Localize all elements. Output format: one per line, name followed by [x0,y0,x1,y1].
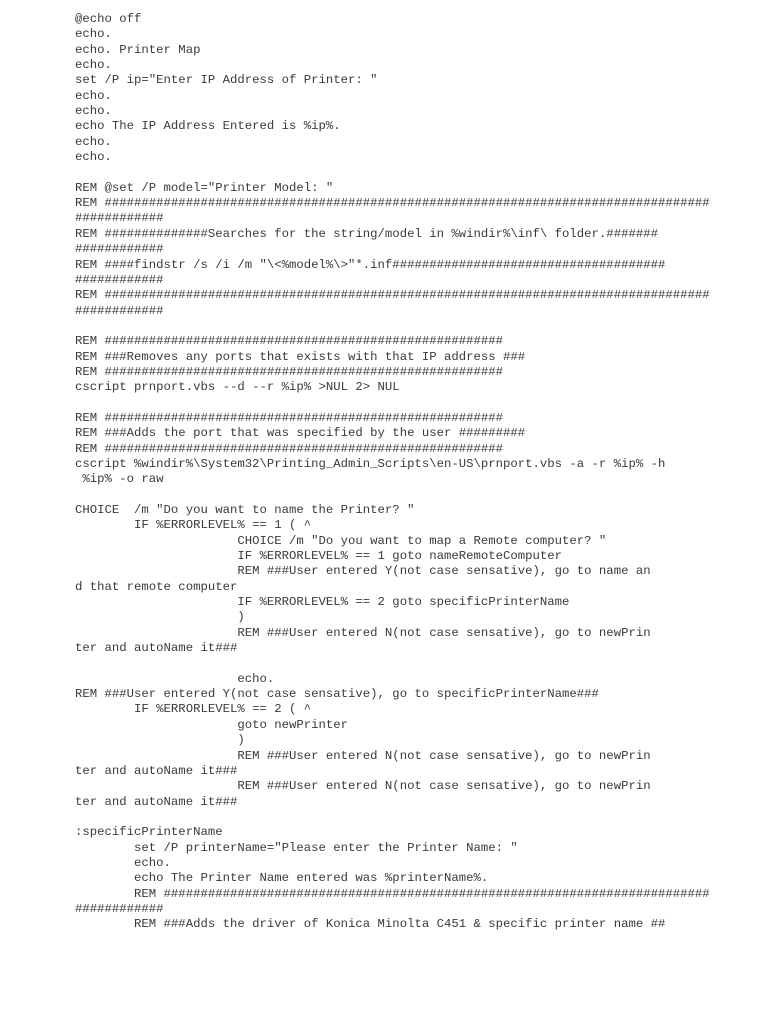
code-line: REM ###################################################### [75,441,504,456]
code-line: set /P printerName="Please enter the Printer Name: " [75,840,518,855]
code-line [75,165,675,180]
code-line: echo. [75,855,171,870]
code-line: CHOICE /m "Do you want to map a Remote computer? " [75,533,607,548]
code-line [75,319,675,334]
code-line: CHOICE /m "Do you want to name the Printer? " [75,503,415,517]
code-line: REM ###Removes any ports that exists with that IP address ### [75,349,526,364]
code-line: REM ###################################################### [75,334,504,349]
code-line: echo. [75,88,112,103]
code-line: REM ###User entered N(not case sensative), go to newPrin [75,779,651,794]
code-line: REM ###################################################### [75,410,504,425]
code-line: IF %ERRORLEVEL% == 1 goto nameRemoteComputer [75,549,563,564]
code-line: REM ###Adds the port that was specified by the user ######### [75,426,526,441]
code-line: @echo off [75,12,142,26]
code-line: ) [75,610,245,625]
code-line: REM ###User entered N(not case sensative), go to newPrin [75,625,651,640]
code-line: ############ [75,272,164,287]
code-line: ter and autoName it### [75,794,238,809]
code-line [75,810,675,825]
code-line: :specificPrinterName [75,825,223,840]
code-line: echo. [75,104,112,119]
code-line: ############ [75,211,164,226]
code-line [75,396,675,411]
code-line: REM @set /P model="Printer Model: " [75,180,334,195]
code-line: ############ [75,242,164,257]
code-line: d that remote computer [75,579,238,594]
code-line: REM ################################################################################## [75,288,710,303]
code-line: echo. Printer Map [75,42,201,57]
code-line: ter and autoName it### [75,763,238,778]
code-line: echo. [75,27,112,42]
code-line: REM ####findstr /s /i /m "\<%model%\>"*.inf##################################### [75,257,666,272]
code-line: ############ [75,303,164,318]
code-line: IF %ERRORLEVEL% == 2 goto specificPrinterName [75,595,570,610]
code-line: REM ###User entered N(not case sensative), go to newPrin [75,748,651,763]
code-line: REM ########################################################################## [75,886,710,901]
code-line: echo. [75,150,112,165]
code-line: REM ###################################################### [75,364,504,379]
code-line: cscript prnport.vbs --d --r %ip% >NUL 2> NUL [75,380,400,395]
code-line: echo. [75,134,112,149]
code-line: echo. [75,58,112,73]
code-line: %ip% -o raw [75,472,164,487]
script-listing [75,12,710,933]
code-line: IF %ERRORLEVEL% == 1 ( ^ [75,518,312,533]
code-line [75,488,675,503]
code-line: REM ###Adds the driver of Konica Minolta C451 & specific printer name ## [75,917,666,932]
code-line: IF %ERRORLEVEL% == 2 ( ^ [75,702,312,717]
code-line: REM ##############Searches for the string/model in %windir%\inf\ folder.####### [75,226,658,241]
code-line: goto newPrinter [75,717,349,732]
code-line: ############ [75,901,164,916]
code-line: echo The Printer Name entered was %printerName%. [75,871,489,886]
code-line: cscript %windir%\System32\Printing_Admin_Scripts\en-US\prnport.vbs -a -r %ip% -h [75,456,666,471]
code-line: REM ###User entered Y(not case sensative), go to specificPrinterName### [75,687,599,702]
code-line: REM ################################################################################## [75,196,710,211]
code-line: ) [75,733,245,748]
code-line: ter and autoName it### [75,641,238,656]
code-line: set /P ip="Enter IP Address of Printer: " [75,73,378,88]
code-line [75,656,675,671]
code-line: REM ###User entered Y(not case sensative), go to name an [75,564,651,579]
code-line: echo. [75,671,275,686]
code-line: echo The IP Address Entered is %ip%. [75,119,341,134]
